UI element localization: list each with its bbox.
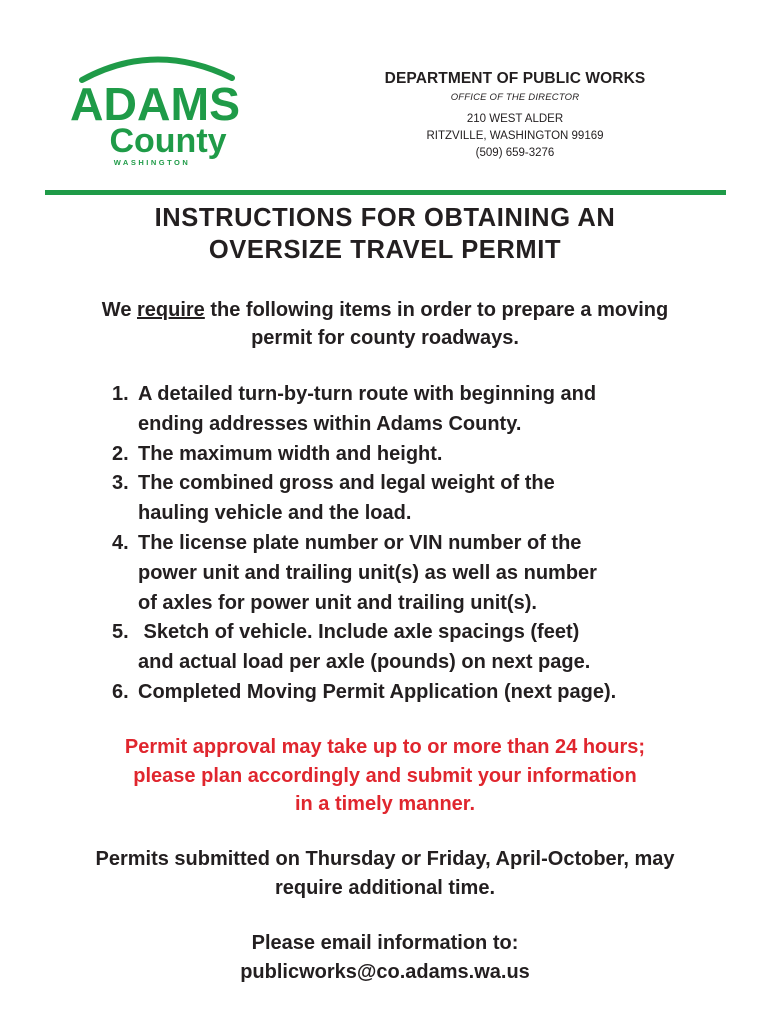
intro-line-2: permit for county roadways. [251, 327, 519, 349]
item-number: 3. [112, 472, 129, 495]
item-text [138, 529, 597, 618]
item-text [138, 469, 555, 529]
item-text [138, 380, 596, 440]
item-line: power unit and trailing unit(s) as well as number [138, 561, 597, 584]
warning-line-2: please plan accordingly and submit your information [133, 764, 637, 787]
item-number: 5. [112, 621, 129, 644]
item-line: The license plate number or VIN number of the [138, 531, 582, 554]
list-item [112, 618, 732, 678]
list-item [112, 678, 732, 708]
item-text [138, 440, 442, 470]
item-number: 1. [112, 383, 129, 405]
item-line: Completed Moving Permit Application (next page). [138, 680, 617, 703]
svg-text:County: County [109, 122, 227, 160]
letterhead [300, 70, 730, 162]
item-line: hauling vehicle and the load. [138, 502, 412, 525]
warning-line-1: Permit approval may take up to or more than 24 hours; [124, 736, 646, 758]
warning-line-3: in a timely manner. [294, 793, 476, 815]
contact-label: Please email information to: [251, 932, 519, 954]
address-line-1: 210 WEST ALDER [466, 113, 564, 125]
item-line: A detailed turn-by-turn route with beginning and [138, 383, 597, 405]
svg-text:WASHINGTON: WASHINGTON [113, 158, 191, 167]
item-number: 6. [112, 680, 129, 703]
item-text [138, 618, 590, 678]
item-line: of axles for power unit and trailing unit(s). [138, 591, 537, 614]
item-number: 2. [112, 442, 129, 465]
item-number: 4. [112, 531, 129, 554]
note-line-1: Permits submitted on Thursday or Friday, April-October, may [95, 848, 675, 870]
title-line-2: OVERSIZE TRAVEL PERMIT [208, 236, 562, 264]
address-block [300, 111, 730, 162]
processing-time-warning [0, 733, 770, 819]
header-divider [45, 190, 726, 195]
note-line-2: require additional time. [274, 876, 496, 899]
page-title [0, 202, 770, 266]
list-item [112, 529, 732, 618]
intro-paragraph [0, 296, 770, 352]
intro-line-1 [0, 296, 770, 324]
item-text [138, 678, 616, 708]
intro-before: We [101, 299, 137, 321]
email-address: publicworks@co.adams.wa.us [240, 961, 530, 983]
adams-county-logo [60, 52, 250, 168]
department-name: DEPARTMENT OF PUBLIC WORKS [384, 70, 646, 87]
intro-after: the following items in order to prepare a moving [204, 299, 669, 321]
item-line: The maximum width and height. [138, 442, 443, 465]
requirements-list [112, 380, 732, 708]
list-item [112, 380, 732, 440]
phone-number: (509) 659-3276 [475, 147, 555, 159]
contact-block [0, 929, 770, 987]
item-line: ending addresses within Adams County. [138, 412, 522, 435]
list-item [112, 440, 732, 470]
title-line-1: INSTRUCTIONS FOR OBTAINING AN [154, 204, 616, 232]
svg-text:ADAMS: ADAMS [70, 78, 240, 130]
item-line: and actual load per axle (pounds) on next page. [138, 651, 591, 674]
intro-emphasis: require [137, 299, 205, 321]
address-line-2: RITZVILLE, WASHINGTON 99169 [426, 130, 604, 142]
list-item [112, 469, 732, 529]
seasonal-note [0, 845, 770, 902]
item-line: The combined gross and legal weight of the [138, 472, 555, 495]
item-line: Sketch of vehicle. Include axle spacings (feet) [138, 621, 580, 644]
office-name: OFFICE OF THE DIRECTOR [450, 92, 580, 103]
